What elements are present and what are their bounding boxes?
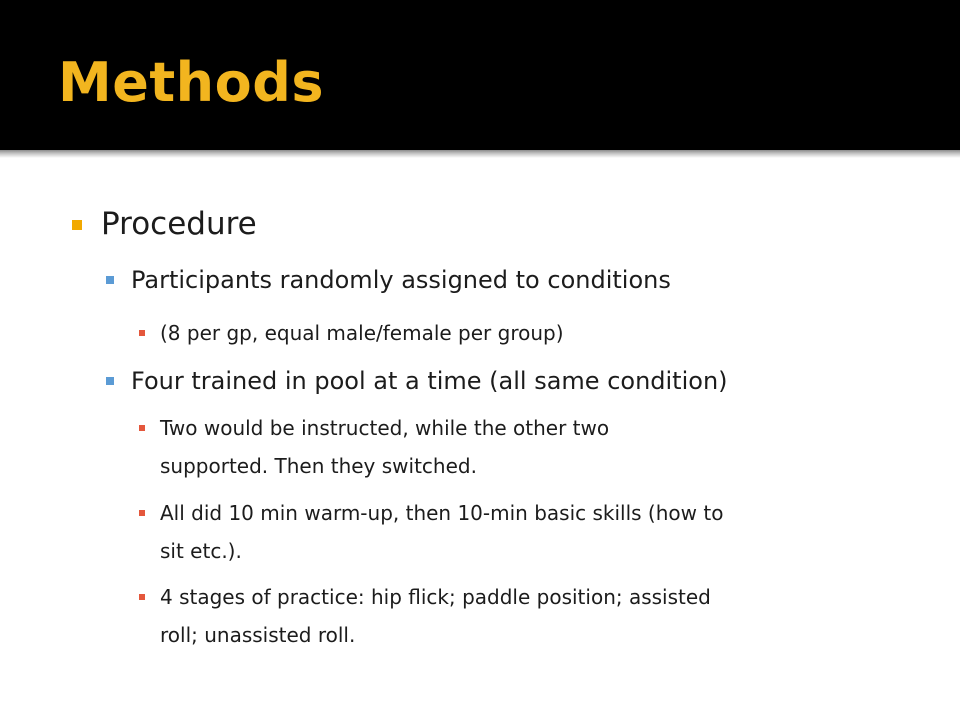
bullet-square-icon (139, 594, 145, 600)
bullet-procedure: Procedure (101, 206, 257, 242)
bullet-instructed-line2: supported. Then they switched. (160, 454, 477, 478)
bullet-square-icon (72, 220, 82, 230)
bullet-warmup-line1: All did 10 min warm-up, then 10-min basic skills (how to (160, 501, 724, 525)
bullet-stages-line1: 4 stages of practice: hip flick; paddle position; assisted (160, 585, 711, 609)
bullet-square-icon (139, 330, 145, 336)
slide-title: Methods (58, 51, 325, 114)
bullet-instructed-line1: Two would be instructed, while the other two (160, 416, 610, 440)
bullet-square-icon (106, 276, 114, 284)
bullet-stages-line2: roll; unassisted roll. (160, 623, 356, 647)
bullet-warmup-line2: sit etc.). (160, 539, 242, 563)
bullet-square-icon (139, 425, 145, 431)
bullet-participants: Participants randomly assigned to conditions (131, 266, 671, 294)
bullet-group-size: (8 per gp, equal male/female per group) (160, 321, 564, 345)
bullet-square-icon (139, 510, 145, 516)
bullet-four-trained: Four trained in pool at a time (all same condition) (131, 367, 728, 395)
bullet-square-icon (106, 377, 114, 385)
